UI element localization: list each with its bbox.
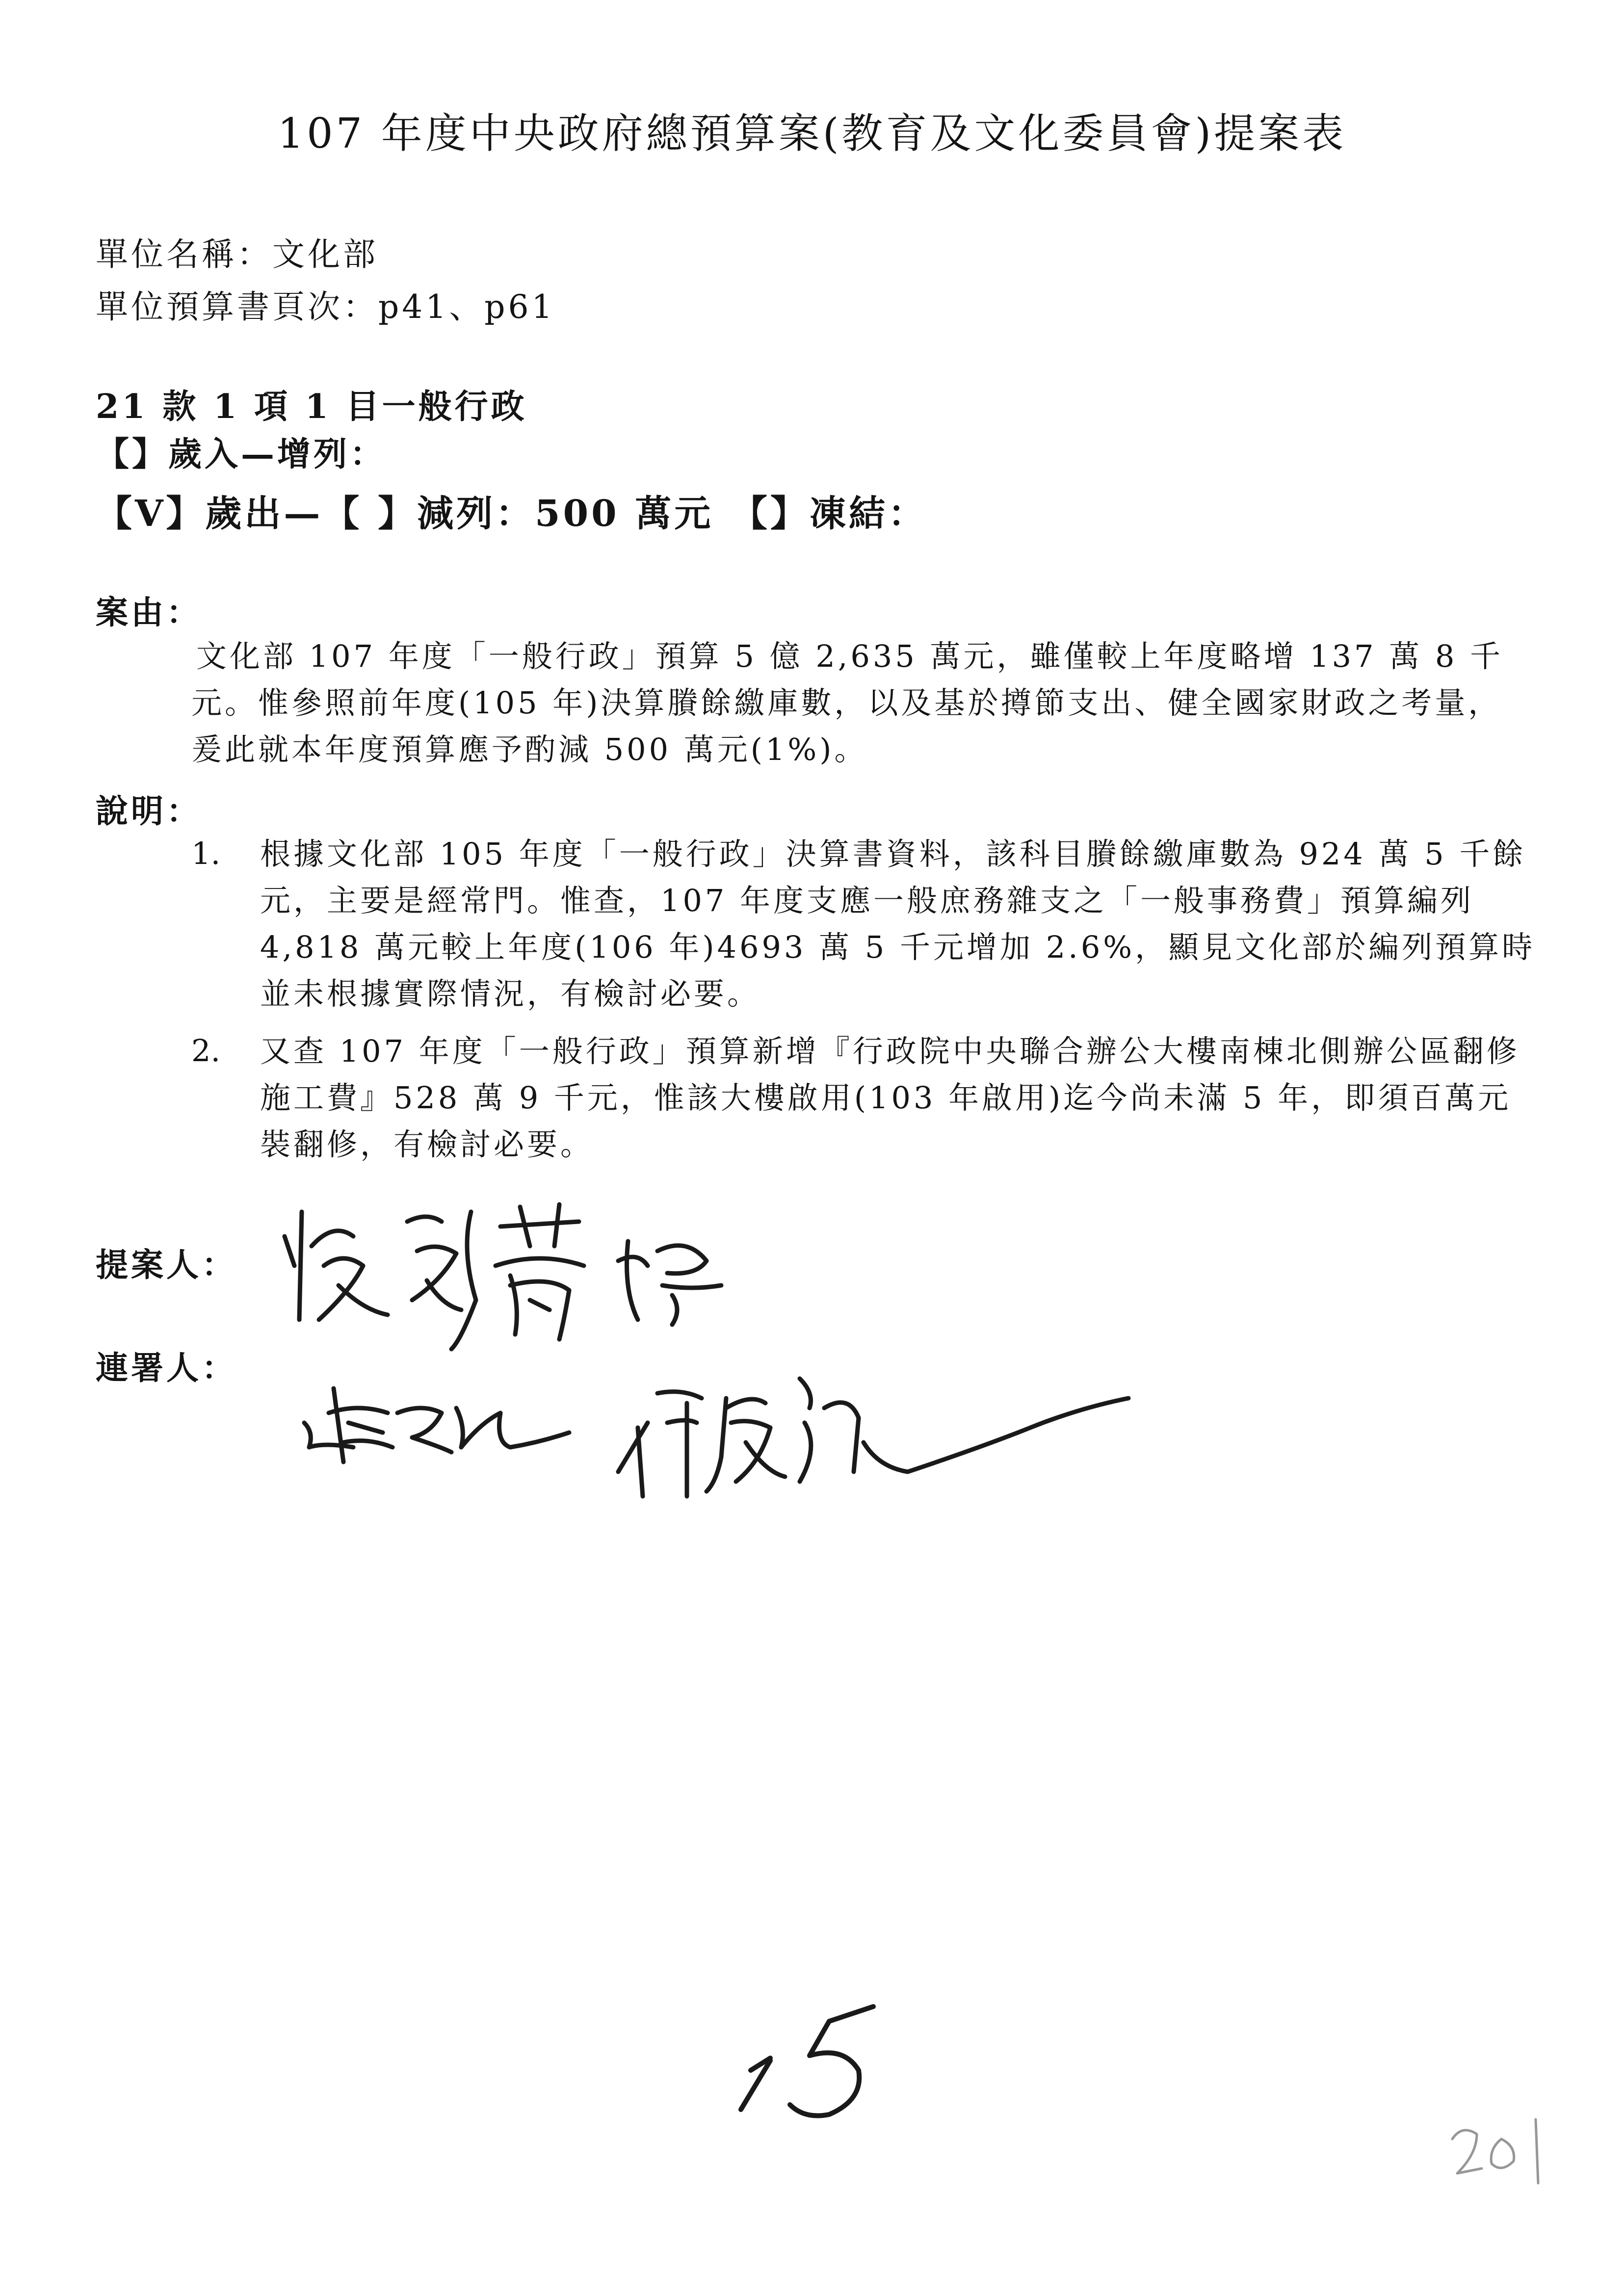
explanation-item-2: 又查 107 年度「一般行政」預算新增『行政院中央聯合辦公大樓南棟北側辦公區翻修施工費』528 萬 9 千元，惟該大樓啟用(103 年啟用)迄今尚未滿 5 年，即須百萬元裝翻修，有檢討必要。 (260, 1033, 1520, 1162)
explanation-label: 說明： (96, 792, 202, 830)
handwritten-page-number (716, 1987, 937, 2134)
proposer-label: 提案人： (96, 1246, 237, 1284)
expense-line: 【V】歲出—【 】減列：500 萬元 (96, 493, 714, 535)
page-title: 107 年度中央政府總預算案(教育及文化委員會)提案表 (277, 109, 1347, 157)
reason-label: 案由： (96, 593, 202, 631)
revenue-line: 【】歲入—增列： (96, 435, 387, 474)
handwritten-corner-number (1442, 2100, 1570, 2198)
explanation-number-2: 2. (191, 1033, 221, 1069)
cosigner-label: 連署人： (96, 1349, 237, 1387)
explanation-number-1: 1. (191, 835, 221, 871)
unit-name: 單位名稱：文化部 (96, 235, 378, 273)
freeze-line: 【】凍結： (731, 493, 927, 535)
unit-budget-pages: 單位預算書頁次：p41、p61 (96, 288, 555, 326)
proposer-signature (265, 1192, 756, 1354)
section-heading: 21 款 1 項 1 目一般行政 (96, 387, 527, 426)
cosigner-signatures (294, 1349, 1276, 1496)
reason-text: 文化部 107 年度「一般行政」預算 5 億 2,635 萬元，雖僅較上年度略增 137 萬 8 千元。惟參照前年度(105 年)決算賸餘繳庫數，以及基於撙節支出、健全國家財政之考量，爰此就本年度預算應予酌減 500 萬元(1%)。 (191, 638, 1504, 767)
explanation-item-1: 根據文化部 105 年度「一般行政」決算書資料，該科目賸餘繳庫數為 924 萬 5 千餘元，主要是經常門。惟查，107 年度支應一般庶務雜支之「一般事務費」預算編列 4,818 萬元較上年度(106 年)4693 萬 5 千元增加 2.6%，顯見文化部於編列預算時並未根據實際情況，有檢討必要。 (260, 836, 1536, 1012)
